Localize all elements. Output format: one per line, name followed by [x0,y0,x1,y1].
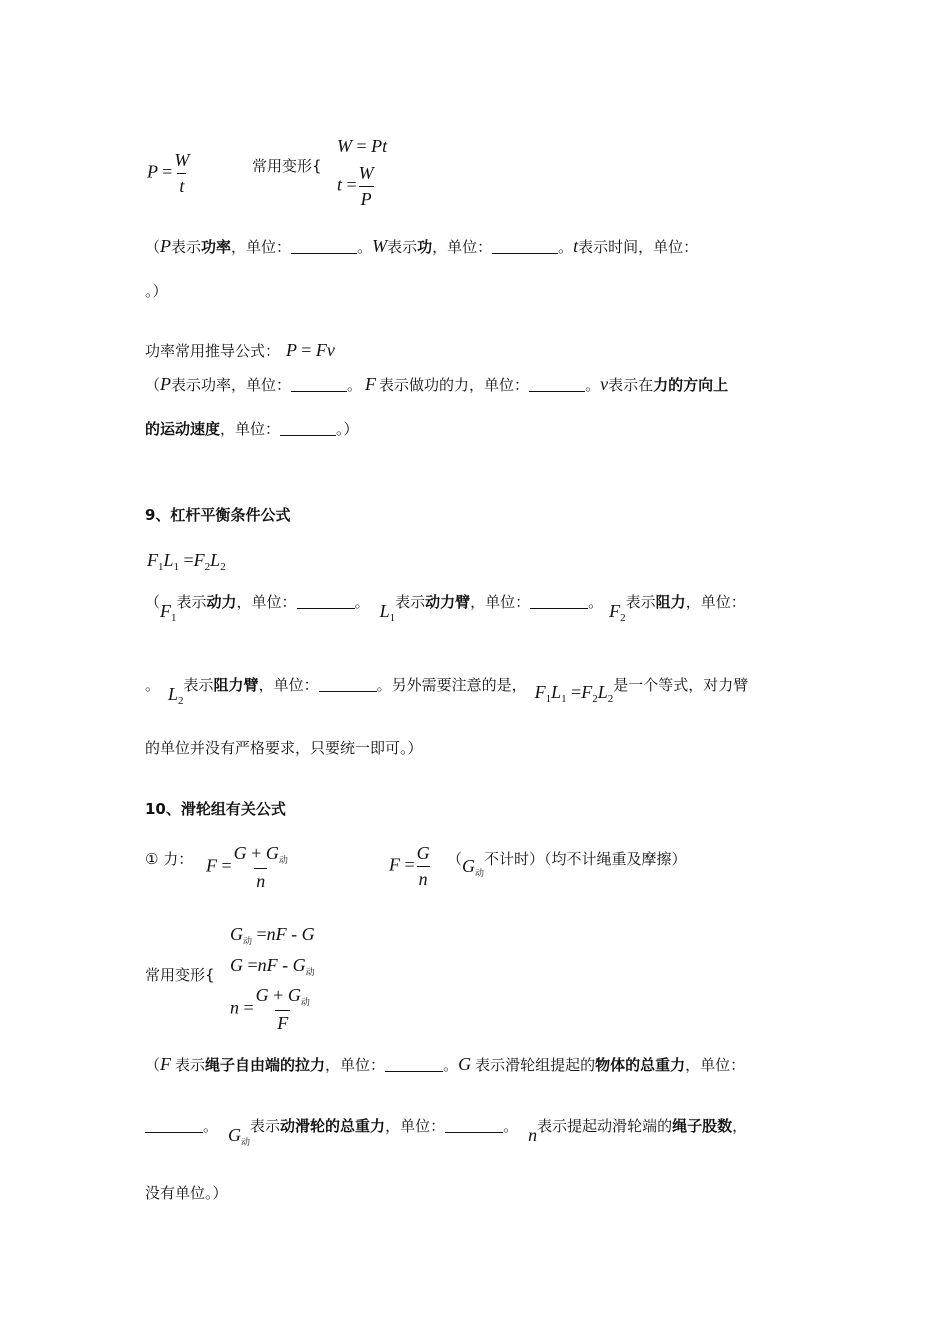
answer-blank[interactable] [319,677,377,692]
lever-formula: $F_1L_1 =F_2L_2$ [147,550,226,573]
answer-blank[interactable] [529,377,585,392]
power-derived-formula: P = Fv [286,340,335,360]
answer-blank[interactable] [291,377,347,392]
answer-blank[interactable] [291,239,357,254]
pulley-transform-3: n = $\frac{G + G_动}{F}$ [230,985,310,1034]
power-derived-label: 功率常用推导公式： P = Fv [145,340,335,360]
power-description-line2: 。） [145,282,168,300]
answer-blank[interactable] [145,1118,203,1133]
pulley-transform-2: $G =nF - G_动$ [230,955,315,978]
pulley-force-note: （$G_动$不计时）（均不计绳重及摩擦） [447,850,687,879]
power-derived-description-line2: 的运动速度，单位： 。） [145,420,359,438]
lever-description-line1: （$F_1$表示动力，单位： 。 $L_1$表示动力臂，单位： 。 $F_2$表示阻力，单位： [145,593,746,624]
pulley-description-line3: 没有单位。） [145,1184,228,1202]
power-transform-1: W = Pt [337,136,388,156]
pulley-force-formula-2: F = $\frac{G}{n}$ [389,843,430,889]
answer-blank[interactable] [385,1057,443,1072]
pulley-description-line2: 。 $G_动$表示动滑轮的总重力，单位： 。 n表示提起动滑轮端的绳子股数， [145,1115,747,1138]
power-description-line1: （P表示功率，单位： 。W表示功，单位： 。t表示时间，单位： [145,236,699,256]
answer-blank[interactable] [280,421,336,436]
lever-description-line3: 的单位并没有严格要求，只要统一即可。） [145,739,423,757]
pulley-heading: 10、滑轮组有关公式 [145,800,286,818]
lever-description-line2: 。 $L_2$表示阻力臂，单位： 。另外需要注意的是， $F_1L_1 =F_2L_2$是一个等式，对力臂 [145,676,749,707]
pulley-transform-1: $G_动 =nF - G$ [230,924,315,947]
answer-blank[interactable] [445,1118,503,1133]
power-transform-2: t = $\frac{W}{P}$ [337,163,374,209]
answer-blank[interactable] [297,594,355,609]
power-transform-label: 常用变形{ [252,157,322,175]
pulley-force-formula-1: F = $\frac{G + G_动}{n}$ [206,843,288,892]
power-derived-description-line1: （P表示功率，单位： 。 F 表示做功的力，单位： 。v表示在力的方向上 [145,374,729,394]
answer-blank[interactable] [530,594,588,609]
lever-heading: 9、杠杆平衡条件公式 [145,506,291,524]
pulley-transform-label: 常用变形{ [145,966,215,984]
answer-blank[interactable] [492,239,558,254]
power-formula: P = $\frac{W}{t}$ [147,150,190,196]
pulley-force-label: ① 力： [145,850,194,868]
pulley-description-line1: （F 表示绳子自由端的拉力，单位： 。G 表示滑轮组提起的物体的总重力，单位： [145,1054,746,1074]
